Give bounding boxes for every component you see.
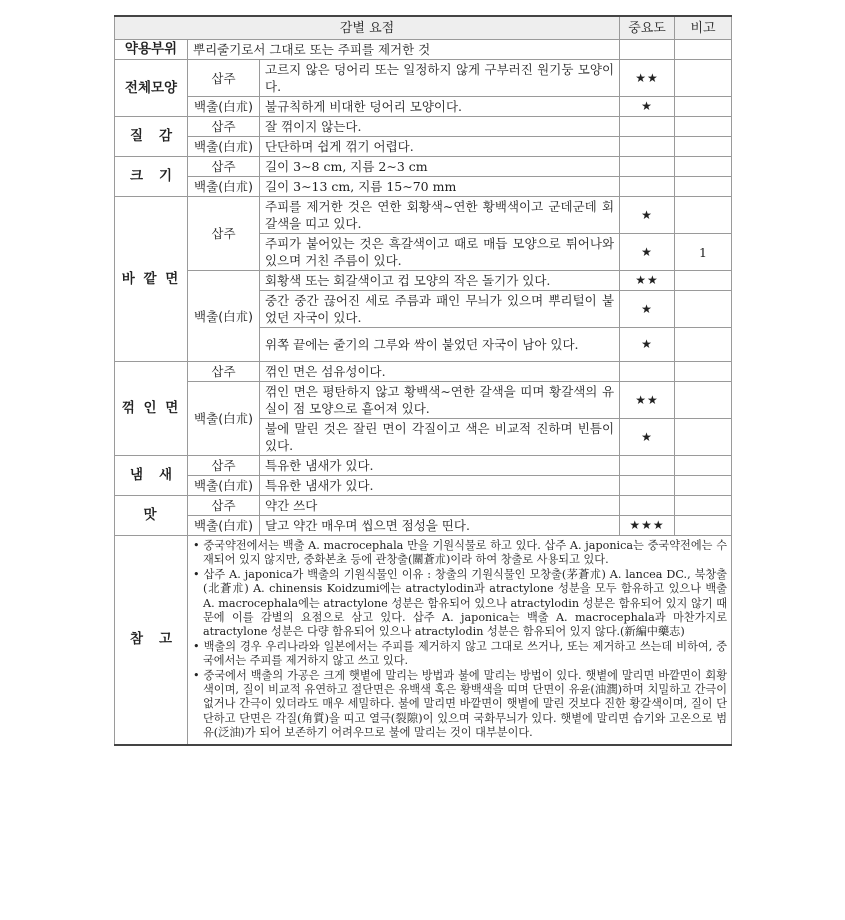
description-cell: 단단하며 쉽게 꺾기 어렵다. bbox=[260, 137, 620, 157]
subtype-cell: 삽주 bbox=[188, 60, 260, 97]
description-cell: 중간 중간 끊어진 세로 주름과 패인 무늬가 있으며 뿌리털이 붙었던 자국이 있다. bbox=[260, 291, 620, 328]
table-row bbox=[115, 362, 732, 382]
reference-notes bbox=[188, 536, 732, 745]
description-cell: 뿌리줄기로서 그대로 또는 주피를 제거한 것 bbox=[188, 40, 620, 60]
remarks-cell bbox=[675, 496, 732, 516]
table-row bbox=[115, 60, 732, 97]
subtype-cell: 삽주 bbox=[188, 456, 260, 476]
importance-cell: ★★★ bbox=[620, 516, 675, 536]
table-row bbox=[115, 177, 732, 197]
subtype-cell: 백출(白朮) bbox=[188, 137, 260, 157]
table-row bbox=[115, 117, 732, 137]
reference-note: • 삽주 A. japonica가 백출의 기원식물인 이유 : 창출의 기원식물인 모창출(茅蒼朮) A. lancea DC., 북창출(北蒼朮) A. chinensis Koidzumi에는 atractylodin과 atractylone 성분을 모두 함유하고 있으나 백출 A. macrocephala에는 atractylone 성분은 함유되어 있으나 atractylodin 성분은 함유되어 있지 않기 때문에 이를 감별의 요점으로 삼고 있다. 삽주 A. japonica는 백출 A. macrocephala과 마찬가지로 atractylone 성분은 다량 함유되어 있으나 atractylodin 성분은 함유되어 있지 않다.(新編中藥志) bbox=[193, 568, 727, 640]
description-cell: 위쪽 끝에는 줄기의 그루와 싹이 붙었던 자국이 남아 있다. bbox=[260, 328, 620, 362]
importance-cell: ★ bbox=[620, 97, 675, 117]
description-cell: 회황색 또는 회갈색이고 컵 모양의 작은 돌기가 있다. bbox=[260, 271, 620, 291]
remarks-cell: 1 bbox=[675, 234, 732, 271]
description-cell: 잘 꺾이지 않는다. bbox=[260, 117, 620, 137]
table-row bbox=[115, 97, 732, 117]
subtype-cell: 삽주 bbox=[188, 117, 260, 137]
remarks-cell bbox=[675, 60, 732, 97]
description-cell: 달고 약간 매우며 씹으면 점성을 띤다. bbox=[260, 516, 620, 536]
description-cell: 길이 3∼13 cm, 지름 15∼70 mm bbox=[260, 177, 620, 197]
subtype-cell: 백출(白朮) bbox=[188, 382, 260, 456]
category-size: 크 기 bbox=[115, 157, 188, 197]
importance-cell bbox=[620, 362, 675, 382]
importance-cell bbox=[620, 456, 675, 476]
importance-cell bbox=[620, 157, 675, 177]
remarks-cell bbox=[675, 516, 732, 536]
remarks-cell bbox=[675, 271, 732, 291]
remarks-cell bbox=[675, 157, 732, 177]
subtype-cell: 백출(白朮) bbox=[188, 476, 260, 496]
description-cell: 고르지 않은 덩어리 또는 일정하지 않게 구부러진 원기둥 모양이다. bbox=[260, 60, 620, 97]
table-row bbox=[115, 536, 732, 745]
table-row bbox=[115, 516, 732, 536]
remarks-cell bbox=[675, 328, 732, 362]
remarks-cell bbox=[675, 419, 732, 456]
header-remarks: 비고 bbox=[675, 16, 732, 40]
subtype-cell: 백출(白朮) bbox=[188, 271, 260, 362]
description-cell: 꺾인 면은 평탄하지 않고 황백색∼연한 갈색을 띠며 황갈색의 유실이 점 모양으로 흩어져 있다. bbox=[260, 382, 620, 419]
remarks-cell bbox=[675, 97, 732, 117]
remarks-cell bbox=[675, 362, 732, 382]
remarks-cell bbox=[675, 456, 732, 476]
reference-note: • 중국에서 백출의 가공은 크게 햇볕에 말리는 방법과 불에 말리는 방법이 있다. 햇볕에 말리면 바깥면이 회황색이며, 질이 비교적 유연하고 절단면은 유백색 혹은 황백색을 띠며 단면이 유윤(油潤)하며 치밀하고 간극이 없거나 간극이 있더라도 매우 세밀하다. 불에 말리면 바깥면이 햇볕에 말린 것보다 진한 황갈색이며, 질이 단단하고 단면은 각질(角質)을 띠고 열극(裂隙)이 있으며 국화무늬가 있다. 햇볕에 말리면 습기와 고온으로 범유(泛油)가 되어 보존하기 어려우므로 불에 말리는 것이 대부분이다. bbox=[193, 669, 727, 741]
subtype-cell: 백출(白朮) bbox=[188, 516, 260, 536]
category-texture: 질 감 bbox=[115, 117, 188, 157]
category-fracture: 꺾 인 면 bbox=[115, 362, 188, 456]
table-row bbox=[115, 40, 732, 60]
description-cell: 주피가 붙어있는 것은 흑갈색이고 때로 매듭 모양으로 튀어나와 있으며 거친 주름이 있다. bbox=[260, 234, 620, 271]
reference-note: • 백출의 경우 우리나라와 일본에서는 주피를 제거하지 않고 그대로 쓰거나, 또는 제거하고 쓰는데 비하여, 중국에서는 주피를 제거하지 않고 쓰고 있다. bbox=[193, 640, 727, 669]
importance-cell bbox=[620, 177, 675, 197]
table-row bbox=[115, 382, 732, 419]
category-shape: 전체모양 bbox=[115, 60, 188, 117]
importance-cell: ★ bbox=[620, 234, 675, 271]
description-cell: 특유한 냄새가 있다. bbox=[260, 476, 620, 496]
remarks-cell bbox=[675, 291, 732, 328]
remarks-cell bbox=[675, 177, 732, 197]
category-outer-surface: 바 깥 면 bbox=[115, 197, 188, 362]
table-row bbox=[115, 456, 732, 476]
table-row bbox=[115, 197, 732, 234]
importance-cell bbox=[620, 137, 675, 157]
importance-cell bbox=[620, 476, 675, 496]
importance-cell: ★ bbox=[620, 291, 675, 328]
description-cell: 꺾인 면은 섬유성이다. bbox=[260, 362, 620, 382]
identification-table bbox=[114, 15, 732, 746]
importance-cell bbox=[620, 40, 675, 60]
category-reference: 참 고 bbox=[115, 536, 188, 745]
table-row bbox=[115, 496, 732, 516]
description-cell: 특유한 냄새가 있다. bbox=[260, 456, 620, 476]
remarks-cell bbox=[675, 40, 732, 60]
description-cell: 길이 3∼8 cm, 지름 2∼3 cm bbox=[260, 157, 620, 177]
category-part: 약용부위 bbox=[115, 40, 188, 60]
remarks-cell bbox=[675, 117, 732, 137]
importance-cell: ★ bbox=[620, 197, 675, 234]
table-header-row bbox=[115, 16, 732, 40]
subtype-cell: 백출(白朮) bbox=[188, 177, 260, 197]
table-row bbox=[115, 271, 732, 291]
reference-note: • 중국약전에서는 백출 A. macrocephala 만을 기원식물로 하고 있다. 삽주 A. japonica는 중국약전에는 수재되어 있지 않지만, 중화본초 등에 관창출(關蒼朮)이라 하여 창출로 사용되고 있다. bbox=[193, 539, 727, 568]
description-cell: 불에 말린 것은 잘린 면이 각질이고 색은 비교적 진하며 빈틈이 있다. bbox=[260, 419, 620, 456]
importance-cell: ★★ bbox=[620, 60, 675, 97]
subtype-cell: 삽주 bbox=[188, 197, 260, 271]
identification-table-wrapper bbox=[114, 15, 731, 746]
category-smell: 냄 새 bbox=[115, 456, 188, 496]
description-cell: 약간 쓰다 bbox=[260, 496, 620, 516]
remarks-cell bbox=[675, 382, 732, 419]
description-cell: 불규칙하게 비대한 덩어리 모양이다. bbox=[260, 97, 620, 117]
table-row bbox=[115, 157, 732, 177]
subtype-cell: 백출(白朮) bbox=[188, 97, 260, 117]
subtype-cell: 삽주 bbox=[188, 157, 260, 177]
remarks-cell bbox=[675, 197, 732, 234]
importance-cell bbox=[620, 117, 675, 137]
importance-cell bbox=[620, 496, 675, 516]
importance-cell: ★ bbox=[620, 328, 675, 362]
category-taste: 맛 bbox=[115, 496, 188, 536]
subtype-cell: 삽주 bbox=[188, 496, 260, 516]
importance-cell: ★★ bbox=[620, 382, 675, 419]
importance-cell: ★★ bbox=[620, 271, 675, 291]
table-row bbox=[115, 137, 732, 157]
description-cell: 주피를 제거한 것은 연한 회황색∼연한 황백색이고 군데군데 회갈색을 띠고 있다. bbox=[260, 197, 620, 234]
remarks-cell bbox=[675, 476, 732, 496]
header-importance: 중요도 bbox=[620, 16, 675, 40]
remarks-cell bbox=[675, 137, 732, 157]
table-row bbox=[115, 476, 732, 496]
subtype-cell: 삽주 bbox=[188, 362, 260, 382]
header-key-points: 감별 요점 bbox=[115, 16, 620, 40]
importance-cell: ★ bbox=[620, 419, 675, 456]
